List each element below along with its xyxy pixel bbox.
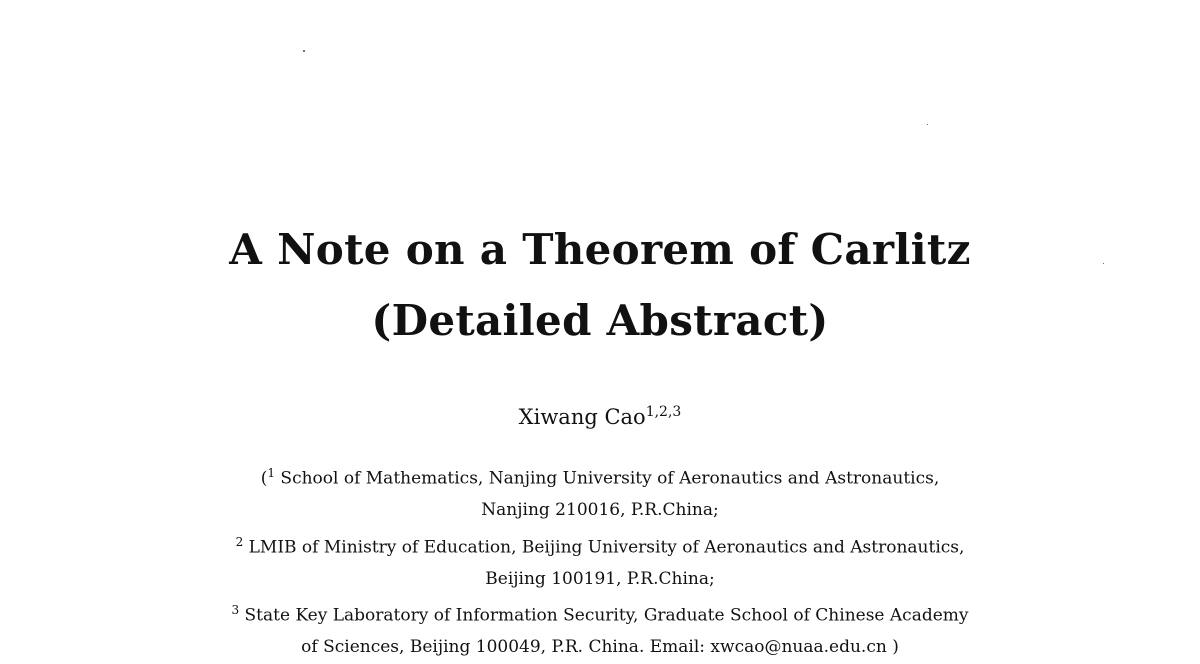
affiliation-2-line2: Beijing 100191, P.R.China; <box>485 568 715 589</box>
affiliation-2-line1 <box>0 527 1200 564</box>
author-line <box>0 404 1200 429</box>
affiliation-1-line2: Nanjing 210016, P.R.China; <box>481 500 719 521</box>
affiliation-open-paren: ( <box>260 468 268 489</box>
affiliation-1-text: School of Mathematics, Nanjing University of Aeronautics and Astronautics, <box>280 468 940 489</box>
paper-title: A Note on a Theorem of Carlitz <box>229 225 971 274</box>
scan-speck <box>927 124 928 125</box>
affiliation-1-mark: 1 <box>267 466 276 480</box>
affiliations-block <box>0 458 1200 664</box>
affiliation-3-line1 <box>0 595 1200 632</box>
affiliation-3-mark: 3 <box>231 603 240 618</box>
affiliation-3-line2: of Sciences, Beijing 100049, P.R. China. Email: xwcao@nuaa.edu.cn ) <box>301 637 899 658</box>
author-affiliation-marks: 1,2,3 <box>645 404 682 420</box>
scan-speck <box>303 50 305 52</box>
author-name: Xiwang Cao <box>518 405 646 429</box>
affiliation-2-mark: 2 <box>235 534 244 549</box>
affiliation-2-text: LMIB of Ministry of Education, Beijing University of Aeronautics and Astronautics, <box>248 537 965 558</box>
paper-subtitle: (Detailed Abstract) <box>371 296 829 345</box>
affiliation-3-text: State Key Laboratory of Information Security, Graduate School of Chinese Academy <box>244 605 969 626</box>
affiliation-1-line1 <box>0 458 1200 495</box>
